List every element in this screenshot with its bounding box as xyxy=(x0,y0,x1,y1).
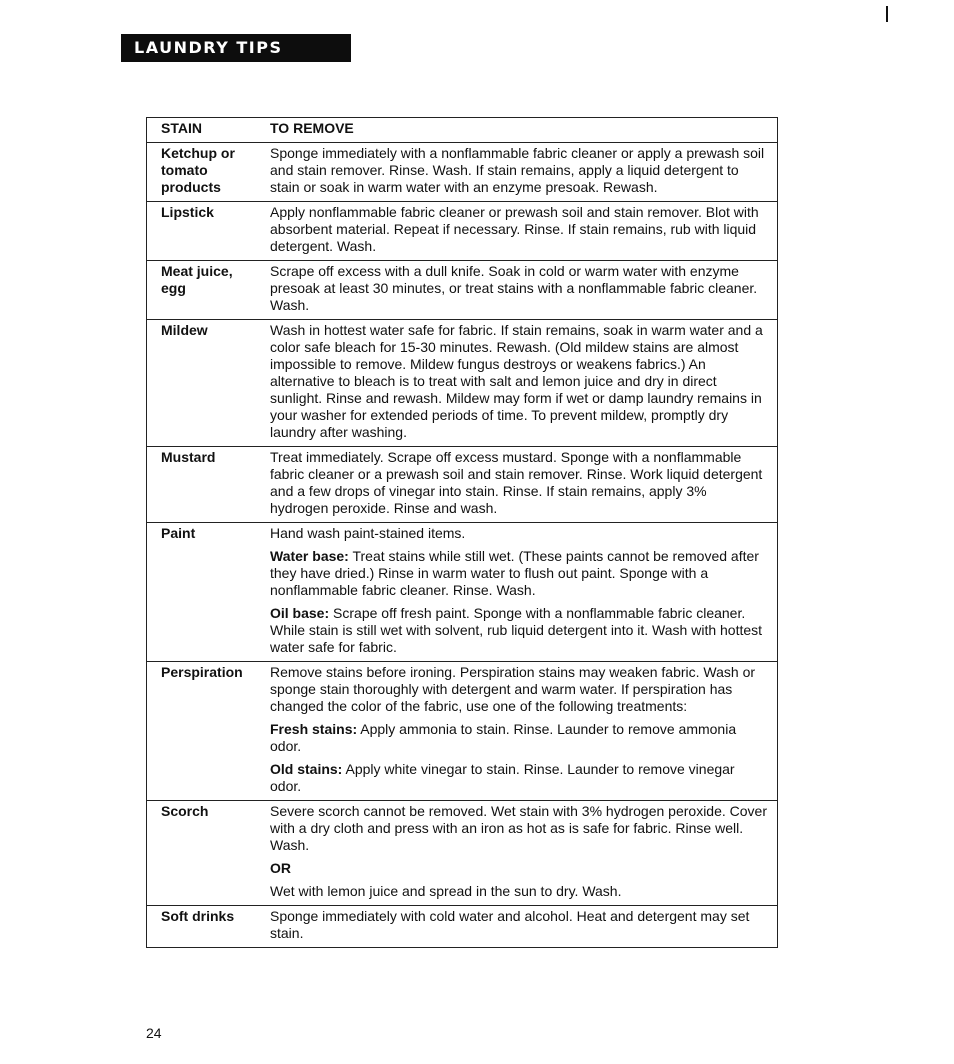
instruction-paragraph xyxy=(270,908,767,942)
table-row xyxy=(147,801,778,906)
removal-instructions xyxy=(265,143,778,202)
removal-instructions xyxy=(265,320,778,447)
stain-name: Scorch xyxy=(147,801,266,906)
stain-name: Paint xyxy=(147,523,266,662)
alternative-separator: OR xyxy=(270,860,291,876)
instruction-text: Treat immediately. Scrape off excess mustard. Sponge with a nonflammable fabric cleaner or a prewash soil and stain remover. Rinse. Work liquid detergent and a few drops of vinegar into stain. Rinse. If stain remains, apply 3% hydrogen peroxide. Rinse and wash. xyxy=(270,449,763,516)
instruction-paragraph xyxy=(270,145,767,196)
instruction-text: Treat stains while still wet. (These paints cannot be removed after they have dried.) Rinse in warm water to flush out paint. Sponge with a nonflammable fabric cleaner. Rinse. Wash. xyxy=(270,548,759,598)
instruction-text: Remove stains before ironing. Perspiration stains may weaken fabric. Wash or sponge stain thoroughly with detergent and warm water. If perspiration has changed the color of the fabric, use one of the following treatments: xyxy=(270,664,756,714)
table-row xyxy=(147,143,778,202)
stain-name: Ketchup or tomato products xyxy=(147,143,266,202)
stain-name: Mildew xyxy=(147,320,266,447)
instruction-text: Hand wash paint-stained items. xyxy=(270,525,466,541)
removal-instructions xyxy=(265,523,778,662)
table-row xyxy=(147,662,778,801)
instruction-text: Sponge immediately with cold water and alcohol. Heat and detergent may set stain. xyxy=(270,908,750,941)
removal-instructions xyxy=(265,202,778,261)
instruction-paragraph xyxy=(270,803,767,854)
instruction-text: Apply white vinegar to stain. Rinse. Launder to remove vinegar odor. xyxy=(270,761,735,794)
treatment-label: Water base: xyxy=(270,548,349,564)
section-title: LAUNDRY TIPS xyxy=(121,34,351,62)
page-number: 24 xyxy=(146,1025,162,1041)
instruction-paragraph xyxy=(270,664,767,715)
removal-instructions xyxy=(265,662,778,801)
treatment-label: Old stains: xyxy=(270,761,343,777)
instruction-text: Scrape off excess with a dull knife. Soak in cold or warm water with enzyme presoak at least 30 minutes, or treat stains with a nonflammable fabric cleaner. Wash. xyxy=(270,263,758,313)
treatment-label: Fresh stains: xyxy=(270,721,358,737)
stain-name: Meat juice, egg xyxy=(147,261,266,320)
stain-removal-table xyxy=(146,117,778,948)
instruction-paragraph xyxy=(270,449,767,517)
instruction-paragraph xyxy=(270,883,767,900)
removal-instructions xyxy=(265,447,778,523)
column-header-stain: STAIN xyxy=(147,118,266,143)
table-row xyxy=(147,202,778,261)
column-header-to-remove: TO REMOVE xyxy=(265,118,778,143)
table-row xyxy=(147,261,778,320)
table-body xyxy=(147,143,778,948)
instruction-paragraph xyxy=(270,548,767,599)
instruction-paragraph xyxy=(270,204,767,255)
instruction-text: Sponge immediately with a nonflammable fabric cleaner or apply a prewash soil and stain remover. Rinse. Wash. If stain remains, apply a liquid detergent to stain or soak in warm water with an enzyme presoak. Rewash. xyxy=(270,145,765,195)
instruction-paragraph xyxy=(270,761,767,795)
stain-name: Perspiration xyxy=(147,662,266,801)
treatment-label: Oil base: xyxy=(270,605,330,621)
removal-instructions xyxy=(265,801,778,906)
instruction-paragraph xyxy=(270,721,767,755)
table-row xyxy=(147,906,778,948)
instruction-text: Apply ammonia to stain. Rinse. Launder to remove ammonia odor. xyxy=(270,721,737,754)
margin-mark xyxy=(886,6,888,22)
removal-instructions xyxy=(265,261,778,320)
instruction-paragraph xyxy=(270,525,767,542)
instruction-text: Scrape off fresh paint. Sponge with a nonflammable fabric cleaner. While stain is still wet with solvent, rub liquid detergent into it. Wash with hottest water safe for fabric. xyxy=(270,605,763,655)
table-row xyxy=(147,523,778,662)
table-row xyxy=(147,320,778,447)
removal-instructions xyxy=(265,906,778,948)
instruction-paragraph xyxy=(270,263,767,314)
table-header-row xyxy=(147,118,778,143)
instruction-text: Apply nonflammable fabric cleaner or prewash soil and stain remover. Blot with absorbent material. Repeat if necessary. Rinse. If stain remains, rub with liquid detergent. Wash. xyxy=(270,204,759,254)
stain-name: Lipstick xyxy=(147,202,266,261)
instruction-text: Wet with lemon juice and spread in the sun to dry. Wash. xyxy=(270,883,622,899)
table-row xyxy=(147,447,778,523)
instruction-paragraph xyxy=(270,605,767,656)
instruction-text: Wash in hottest water safe for fabric. If stain remains, soak in warm water and a color safe bleach for 15-30 minutes. Rewash. (Old mildew stains are almost impossible to remove. Mildew fungus destroys or weakens fabrics.) An alternative to bleach is to treat with salt and lemon juice and dry in direct sunlight. Rinse and rewash. Mildew may form if wet or damp laundry remains in your washer for extended periods of time. To prevent mildew, promptly dry laundry after washing. xyxy=(270,322,763,440)
stain-name: Soft drinks xyxy=(147,906,266,948)
instruction-text: Severe scorch cannot be removed. Wet stain with 3% hydrogen peroxide. Cover with a dry cloth and press with an iron as hot as is safe for fabric. Rinse well. Wash. xyxy=(270,803,767,853)
instruction-paragraph xyxy=(270,860,767,877)
stain-name: Mustard xyxy=(147,447,266,523)
instruction-paragraph xyxy=(270,322,767,441)
